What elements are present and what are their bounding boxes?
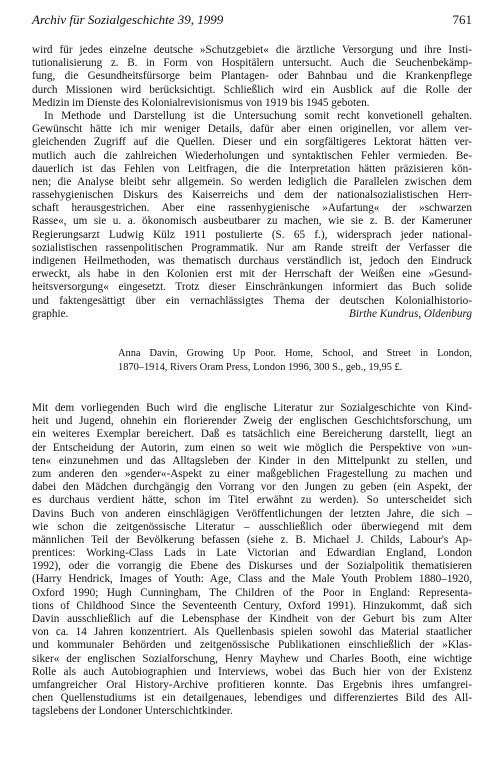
text-line: fung, die Gesundheitsfürsorge beim Plantagen- oder Bahnbau und die Krankenpflege bbox=[32, 70, 472, 83]
text-line: indigenen Heilmethoden, was thematisch durchaus verständlich ist, jedoch den Eindruck bbox=[32, 255, 472, 267]
text-line: Mit dem vorliegenden Buch wird die englische Literatur zur Sozialgeschichte von Kind- bbox=[32, 402, 472, 414]
text-line: prentices: Working-Class Lads in Late Victorian and Edwardian England, London bbox=[32, 547, 472, 560]
text-line: erweckt, als habe in den Kolonien erst mit der Herrschaft der Weißen eine »Gesund- bbox=[32, 268, 472, 281]
running-header bbox=[32, 10, 472, 30]
text-line: und kommunaler Behörden und zeitgenössische Publikationen einschließlich der »Klas- bbox=[32, 639, 472, 652]
text-line: Davin ausschließlich auf die Lebensphase der Kindheit von der Geburt bis zum Alter bbox=[32, 613, 472, 625]
text-line: männlichen Teil der Bevölkerung befassen (siehe z. B. Michael J. Childs, Labour's Ap- bbox=[32, 533, 472, 546]
review-2-text bbox=[32, 402, 472, 719]
text-line: zum anderen den »gender«-Aspekt zu einer maßgeblichen Fragestellung zu machen und bbox=[32, 467, 472, 480]
review-1-text bbox=[32, 44, 472, 321]
text-line: tagslebens der Londoner Unterschichtkinder. bbox=[32, 705, 233, 718]
text-line: Regierungsarzt Ludwig Külz 1911 postulierte (S. 65 f.), widersprach jeder national- bbox=[32, 228, 472, 241]
text-line: der Entscheidung der Autorin, zum einen so weit wie möglich die Perspektive von »un- bbox=[32, 441, 472, 454]
text-line: siker« der englischen Sozialforschung, Henry Mayhew und Charles Booth, eine wichtige bbox=[32, 652, 472, 665]
text-line: rassehygienischen Diskurs des Kaiserreichs und dem der nationalsozialistischen Herr- bbox=[32, 189, 472, 202]
text-line: Medizin im Dienste des Kolonialrevisionismus von 1919 bis 1945 geboten. bbox=[32, 96, 370, 109]
reference-line: 1870–1914, Rivers Oram Press, London 1996, 300 S., geb., 19,95 £. bbox=[118, 362, 403, 373]
text-line: es durchaus verdient hätte, schon im Titel erwähnt zu werden). So unterscheidet sich bbox=[32, 494, 472, 507]
text-line: durch Missionen wird berücksichtigt. Schließlich wird ein Ausblick auf die Rolle der bbox=[32, 83, 472, 96]
text-line: sozialistischen rassenpolitischen Programmatik. Nur am Rande streift der Verfasser die bbox=[32, 241, 472, 254]
text-line: umfangreicher Oral History-Archive profitieren konnte. Das Ergebnis ihres umfangrei- bbox=[32, 678, 472, 691]
text-line: und faktengesättigt über ein vernachlässigtes Thema der deutschen Kolonialhistorio- bbox=[32, 294, 472, 307]
text-line: chen Quellenstudiums ist ein detailgenaues, lebendiges und differenziertes Bild des All- bbox=[32, 692, 472, 705]
text-line: (Harry Hendrick, Images of Youth: Age, Class and the Male Youth Problem 1880–1920, bbox=[32, 573, 472, 586]
text-line-end: graphie. bbox=[32, 307, 69, 320]
text-line: Davins Buch von anderen einschlägigen Veröffentlichungen der letzten Jahre, die sich – bbox=[32, 507, 472, 520]
text-line: wird für jedes einzelne deutsche »Schutzgebiet« die ärztliche Versorgung und ihre Insti- bbox=[32, 44, 472, 56]
text-line: nen; die Analyse bleibt sehr allgemein. So werden lediglich die Parallelen zwischen dem bbox=[32, 175, 472, 188]
text-line: Gewünscht hätte ich mir weniger Details, dafür aber einen originellen, vor allem ver- bbox=[32, 123, 472, 136]
text-line: tutionalisierung z. B. in Form von Hospitälern untersucht. Auch die Seuchenbekämp- bbox=[32, 57, 472, 70]
text-line: wie schon die zeitgenössische Literatur – ausschließlich oder überwiegend mit dem bbox=[32, 520, 472, 533]
reviewer-signature: Birthe Kundrus, Oldenburg bbox=[349, 307, 472, 320]
text-line: tions of Childhood Since the Seventeenth Century, Oxford 1991). Hinzukommt, daß sich bbox=[32, 599, 472, 612]
text-line: ten« einzunehmen und das Alltagsleben der Kinder in den Mittelpunkt zu stellen, und bbox=[32, 454, 472, 467]
text-line: gleichenden Zugriff auf die Quellen. Dieser und ein sorgfältigeres Lektorat hätten ver- bbox=[32, 136, 472, 149]
text-line: Oxford 1990; Hugh Cunningham, The Children of the Poor in England: Representa- bbox=[32, 586, 472, 599]
reference-line: Anna Davin, Growing Up Poor. Home, School, and Street in London, bbox=[118, 348, 472, 359]
text-line: dabei den Mädchen durchgängig den Vorrang vor den Jungen zu geben (ein Aspekt, der bbox=[32, 481, 472, 494]
text-line: heit und Jugend, ohnehin ein florierender Zweig der englischen Geschichtsforschung, um bbox=[32, 415, 472, 428]
text-line: Rasse«, um sie u. a. ökonomisch ausbeutbarer zu machen, wie sie z. B. der Kameruner bbox=[32, 215, 472, 228]
text-line: 1992), oder die vorrangig die Ebene des Diskurses und der Sozialpolitik thematisieren bbox=[32, 560, 472, 573]
text-line: dauerlich ist das Fehlen von Leitfragen, die die Interpretation hätten präzisieren kön- bbox=[32, 162, 472, 175]
text-line: ein weiteres Exemplar bereichert. Daß es tatsächlich eine Bereicherung darstellt, liegt an bbox=[32, 428, 472, 441]
text-line: heitsversorgung« eingesetzt. Trotz dieser Einschränkungen informiert das Buch solide bbox=[32, 281, 472, 294]
text-line: Rolle als auch Autobiographien und Interviews, wobei das Buch hier von der Existenz bbox=[32, 665, 472, 678]
journal-title: Archiv für Sozialgeschichte 39, 1999 bbox=[32, 12, 224, 27]
text-line: mutlich auch die zahlreichen Wiederholungen und syntaktischen Fehler vermieden. Be- bbox=[32, 149, 472, 162]
text-line bbox=[32, 308, 472, 321]
text-line: schaft herausgestrichen. Aber eine rassenhygienische »Aufartung« der »schwarzen bbox=[32, 202, 472, 215]
text-line: von ca. 14 Jahren konzentriert. Als Quellenbasis spielen sowohl das Material staatlicher bbox=[32, 626, 472, 639]
book-reference bbox=[118, 347, 472, 375]
text-line: In Methode und Darstellung ist die Untersuchung somit recht konvetionell gehalten. bbox=[44, 109, 472, 122]
page-number: 761 bbox=[452, 12, 472, 27]
